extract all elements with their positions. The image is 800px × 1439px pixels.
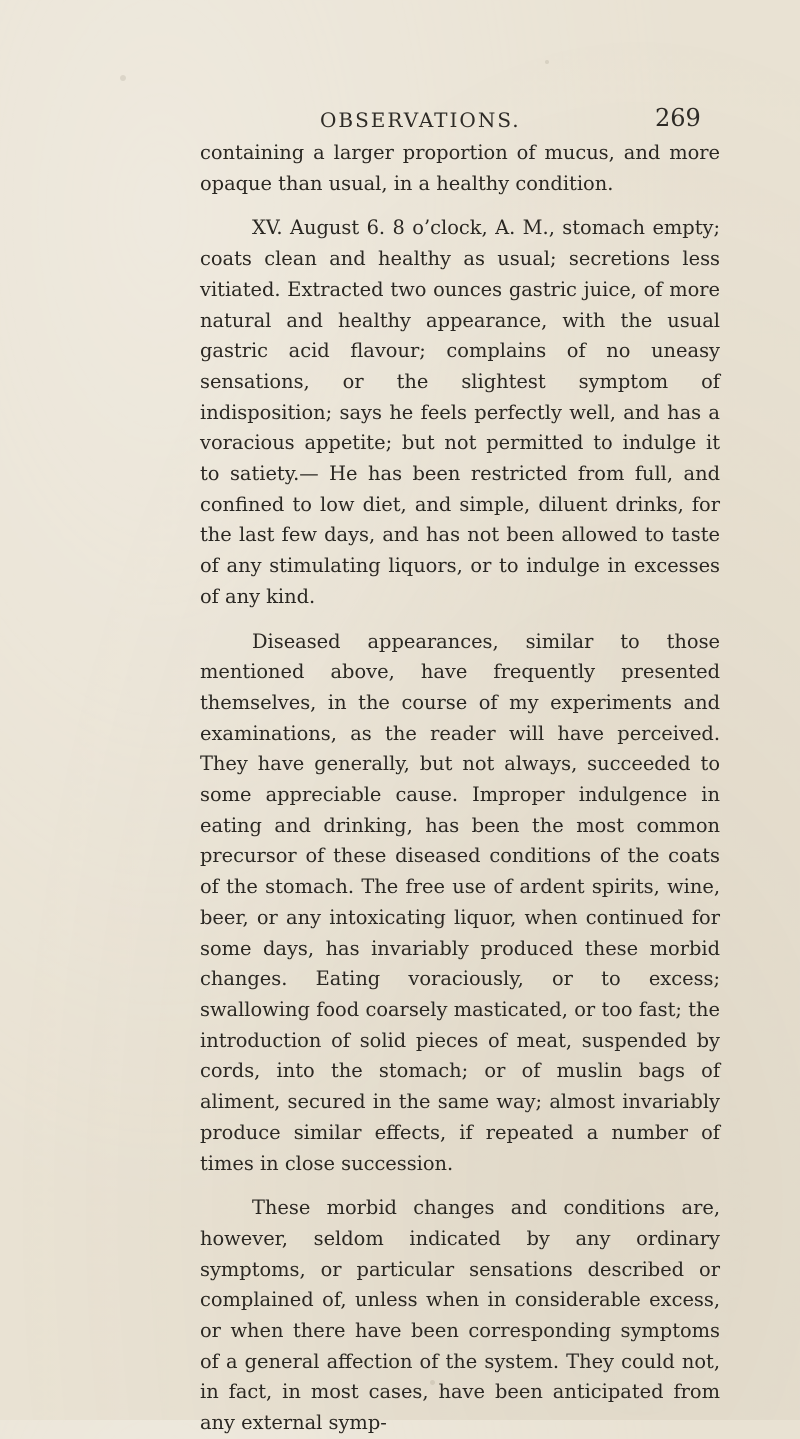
paragraph-continuation: containing a larger proportion of mucus, and more opaque than usual, in a healthy condition. <box>200 141 720 195</box>
paragraph-experiment-xv: XV. August 6. 8 o’clock, A. M., stomach empty; coats clean and healthy as usual; secretions less vitiated. Extracted two ounces gastric juice, of more natural and healthy appearance, with the usual gastric acid flavour; complains of no uneasy sensations, or the slightest symptom of indisposition; says he feels perfectly well, and has a voracious appetite; but not permitted to indulge it to satiety.— He has been restricted from full, and confined to low diet, and simple, diluent drinks, for the last few days, and has not been allowed to taste of any stimulating liquors, or to indulge in excesses of any kind. <box>200 216 720 608</box>
paper-spot <box>545 60 549 64</box>
paragraph-diseased-appearances: Diseased appearances, similar to those mentioned above, have frequently presented themselves, in the course of my experiments and examinations, as the reader will have perceived. They have generally, but not always, succeeded to some appreciable cause. Improper indulgence in eating and drinking, has been the most common precursor of these diseased conditions of the coats of the stomach. The free use of ardent spirits, wine, beer, or any intoxicating liquor, when continued for some days, has invariably produced these morbid changes. Eating voraciously, or to excess; swallowing food coarsely masticated, or too fast; the introduction of solid pieces of meat, suspended by cords, into the stomach; or of muslin bags of aliment, secured in the same way; almost invariably produce similar effects, if repeated a number of times in close succession. <box>200 629 720 1175</box>
page-number: 269 <box>655 104 701 132</box>
running-head: OBSERVATIONS. <box>320 108 521 132</box>
body-text <box>200 138 720 1439</box>
paper-spot <box>120 75 126 81</box>
paragraph-morbid-changes: These morbid changes and conditions are, however, seldom indicated by any ordinary symptoms, or particular sensations described or complained of, unless when in considerable excess, or when there have been corresponding symptoms of a general affection of the system. They could not, in fact, in most cases, have been anticipated from any external symp- <box>200 1196 720 1435</box>
